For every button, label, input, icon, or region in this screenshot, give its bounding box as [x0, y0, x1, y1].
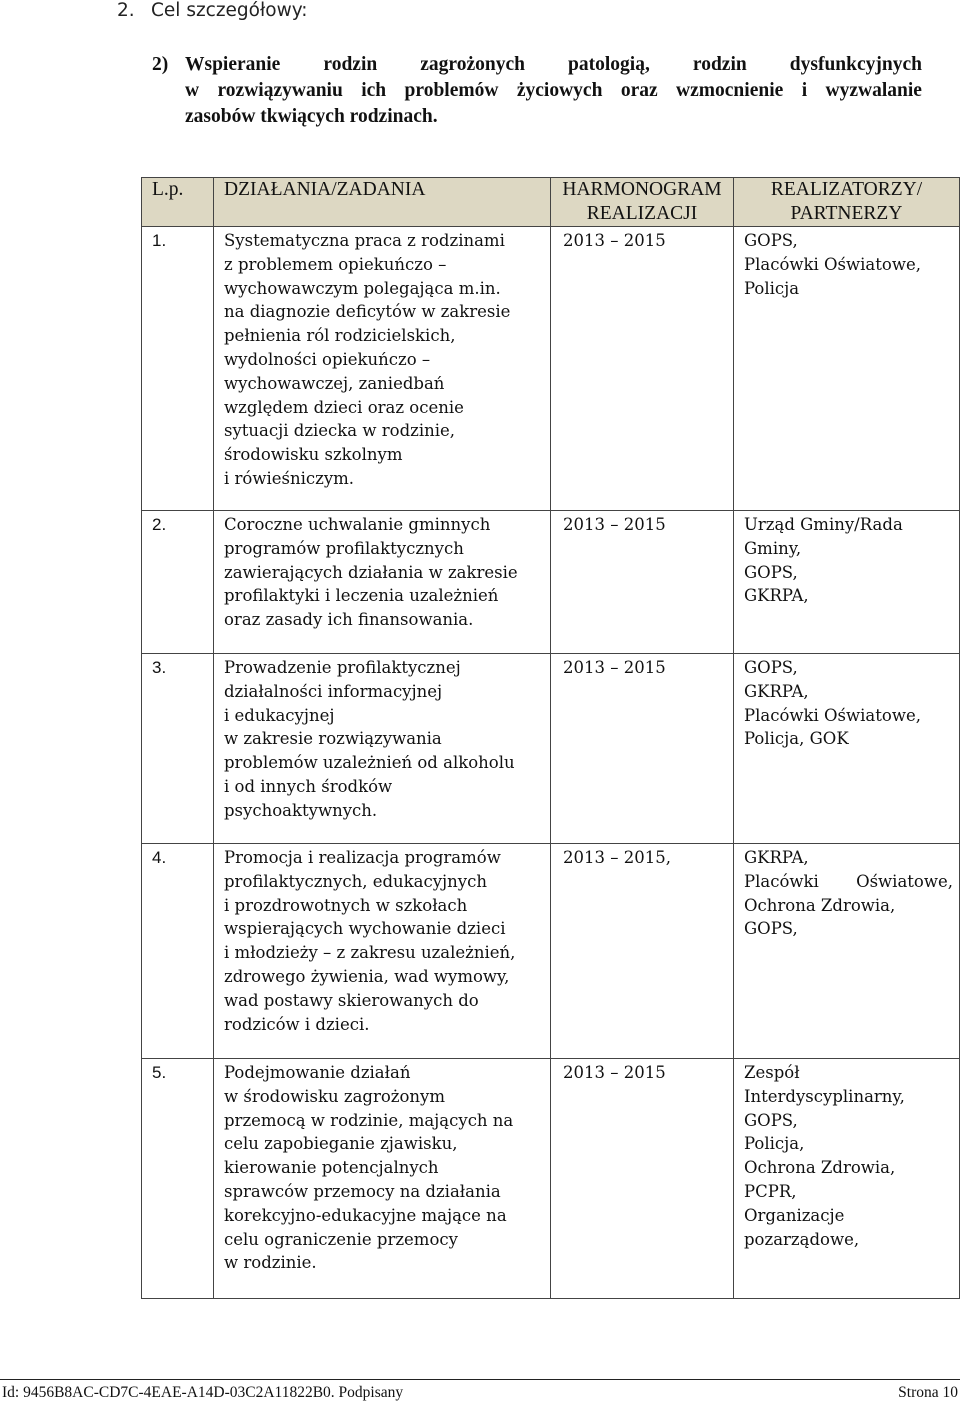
action-cell: [214, 511, 551, 654]
partner-line: Policja: [744, 278, 800, 298]
footer-divider: [0, 1379, 960, 1380]
action-plan-table: [141, 177, 960, 1299]
action-line: programów profilaktycznych: [224, 538, 464, 558]
header-schedule-line-2: REALIZACJI: [586, 203, 698, 224]
partner-line: GOPS,: [744, 658, 798, 677]
partner-line: GKRPA,: [744, 848, 809, 867]
partners-cell: [734, 654, 960, 844]
page-number: Strona 10: [898, 1384, 958, 1401]
row-number: 1.: [142, 227, 214, 511]
goal-line-2-word: i: [801, 80, 808, 101]
action-line: zawierających działania w zakresie: [224, 562, 518, 582]
table-row: [142, 1059, 960, 1299]
action-line: działalności informacyjnej: [224, 681, 443, 701]
partner-line: GOPS,: [744, 562, 798, 582]
partner-line: GOPS,: [744, 1110, 798, 1130]
goal-line-1-word: rodzin: [692, 54, 747, 75]
action-line: wspierających wychowanie dzieci: [224, 919, 506, 939]
row-number: 2.: [142, 511, 214, 654]
action-line: wychowawczej, zaniedbań: [224, 373, 445, 393]
action-line: wad postawy skierowanych do: [224, 990, 479, 1010]
action-line: zdrowego żywienia, wad wymowy,: [224, 966, 510, 986]
partner-line: Zespół: [744, 1063, 800, 1082]
partners-cell: [734, 844, 960, 1059]
partners-cell: [734, 511, 960, 654]
action-line: i prozdrowotnych w szkołach: [224, 895, 468, 915]
schedule-cell: 2013 – 2015: [551, 654, 734, 844]
header-schedule-line-1: HARMONOGRAM: [562, 179, 722, 200]
table-row: [142, 227, 960, 511]
partner-line: Placówki Oświatowe,: [744, 254, 921, 274]
action-cell: [214, 1059, 551, 1299]
partner-line: GOPS,: [744, 919, 798, 939]
action-line: oraz zasady ich finansowania.: [224, 610, 474, 630]
goal-line-2: [185, 78, 922, 104]
partner-line: pozarządowe,: [744, 1229, 860, 1249]
goal-line-2-word: wyzwalanie: [825, 80, 922, 101]
partner-line: Placówki Oświatowe,: [744, 705, 921, 725]
action-line: i od innych środków: [224, 776, 393, 796]
action-line: z problemem opiekuńczo –: [224, 254, 447, 274]
partner-line: Ochrona Zdrowia,: [744, 895, 896, 915]
schedule-cell: 2013 – 2015: [551, 227, 734, 511]
section-heading-text: Cel szczegółowy:: [151, 0, 308, 21]
partner-line: Ochrona Zdrowia,: [744, 1158, 896, 1178]
action-line: i młodzieży – z zakresu uzależnień,: [224, 943, 516, 963]
row-number: 4.: [142, 844, 214, 1059]
partner-line: Policja, GOK: [744, 729, 849, 749]
goal-text: [185, 52, 922, 130]
action-line: względem dzieci oraz ocenie: [224, 397, 464, 417]
partners-cell: [734, 1059, 960, 1299]
action-line: sprawców przemocy na działania: [224, 1181, 501, 1201]
action-line: wychowawczym polegająca m.in.: [224, 278, 501, 298]
partner-word: Oświatowe,: [856, 871, 953, 891]
partners-cell: [734, 227, 960, 511]
goal-line-2-word: rozwiązywaniu: [217, 80, 343, 101]
partner-line: Urząd Gminy/Rada: [744, 515, 903, 534]
header-partners-line-1: REALIZATORZY/: [770, 179, 923, 200]
action-line: psychoaktywnych.: [224, 800, 378, 820]
goal-line-1-word: patologią,: [568, 54, 650, 75]
section-heading-number: 2.: [117, 0, 135, 21]
partner-line: GKRPA,: [744, 681, 809, 701]
goal-line-2-word: ich: [361, 80, 387, 101]
action-line: sytuacji dziecka w rodzinie,: [224, 421, 456, 441]
goal-line-2-word: oraz: [620, 80, 658, 101]
action-line: kierowanie potencjalnych: [224, 1158, 439, 1178]
goal-line-2-word: życiowych: [516, 80, 603, 101]
action-line: i rówieśniczym.: [224, 468, 355, 488]
goal-line-1: [185, 52, 922, 78]
partner-line: Policja,: [744, 1134, 805, 1154]
action-line: w zakresie rozwiązywania: [224, 729, 442, 749]
action-line: w rodzinie.: [224, 1253, 317, 1273]
action-line: korekcyjno-edukacyjne mające na: [224, 1205, 507, 1225]
action-line: przemocą w rodzinie, mających na: [224, 1110, 514, 1130]
table-row: [142, 511, 960, 654]
goal-line-2-word: problemów: [404, 80, 499, 101]
action-line: celu ograniczenie przemocy: [224, 1229, 458, 1249]
header-partners: [734, 178, 960, 227]
action-line: Coroczne uchwalanie gminnych: [224, 515, 491, 534]
goal-line-3: zasobów tkwiących rodzinach.: [185, 106, 438, 127]
partner-line: Interdyscyplinarny,: [744, 1086, 905, 1106]
action-line: profilaktyki i leczenia uzależnień: [224, 586, 499, 606]
goal-number: 2): [152, 54, 169, 75]
section-heading: [117, 0, 308, 21]
action-line: i edukacyjnej: [224, 705, 335, 725]
partner-line: GKRPA,: [744, 586, 809, 606]
action-line: wydolności opiekuńczo –: [224, 349, 431, 369]
action-line: na diagnozie deficytów w zakresie: [224, 302, 511, 322]
table-row: [142, 654, 960, 844]
goal-line-1-word: rodzin: [323, 54, 378, 75]
action-line: Promocja i realizacja programów: [224, 848, 501, 867]
action-line: problemów uzależnień od alkoholu: [224, 753, 515, 773]
row-number: 3.: [142, 654, 214, 844]
document-id: Id: 9456B8AC-CD7C-4EAE-A14D-03C2A11822B0. Podpisany: [2, 1384, 404, 1401]
action-line: Prowadzenie profilaktycznej: [224, 658, 461, 677]
action-line: w środowisku zagrożonym: [224, 1086, 446, 1106]
partner-line: Gminy,: [744, 538, 802, 558]
partner-line: Organizacje: [744, 1205, 845, 1225]
goal-line-1-word: dysfunkcyjnych: [789, 54, 922, 75]
action-line: Podejmowanie działań: [224, 1063, 411, 1082]
header-schedule: [551, 178, 734, 227]
action-line: pełnienia ról rodzicielskich,: [224, 326, 456, 346]
partner-line: GOPS,: [744, 231, 798, 250]
goal-line-1-word: Wspieranie: [185, 54, 281, 75]
schedule-cell: 2013 – 2015,: [551, 844, 734, 1059]
goal-line-2-word: wzmocnienie: [676, 80, 784, 101]
action-line: Systematyczna praca z rodzinami: [224, 231, 505, 250]
action-line: celu zapobieganie zjawisku,: [224, 1134, 458, 1154]
table-row: [142, 844, 960, 1059]
action-line: rodziców i dzieci.: [224, 1014, 370, 1034]
table-header-row: [142, 178, 960, 227]
partner-line: PCPR,: [744, 1181, 797, 1201]
header-actions: DZIAŁANIA/ZADANIA: [214, 178, 551, 227]
header-partners-line-2: PARTNERZY: [790, 203, 903, 224]
action-line: profilaktycznych, edukacyjnych: [224, 871, 487, 891]
action-cell: [214, 227, 551, 511]
partner-line: [744, 870, 953, 894]
goal-line-1-word: zagrożonych: [420, 54, 525, 75]
action-cell: [214, 654, 551, 844]
goal-line-2-word: w: [185, 80, 200, 101]
schedule-cell: 2013 – 2015: [551, 1059, 734, 1299]
goal-paragraph: [152, 52, 922, 130]
action-cell: [214, 844, 551, 1059]
schedule-cell: 2013 – 2015: [551, 511, 734, 654]
partner-word: Placówki: [744, 871, 819, 891]
row-number: 5.: [142, 1059, 214, 1299]
action-line: środowisku szkolnym: [224, 445, 403, 465]
header-lp: L.p.: [142, 178, 214, 227]
